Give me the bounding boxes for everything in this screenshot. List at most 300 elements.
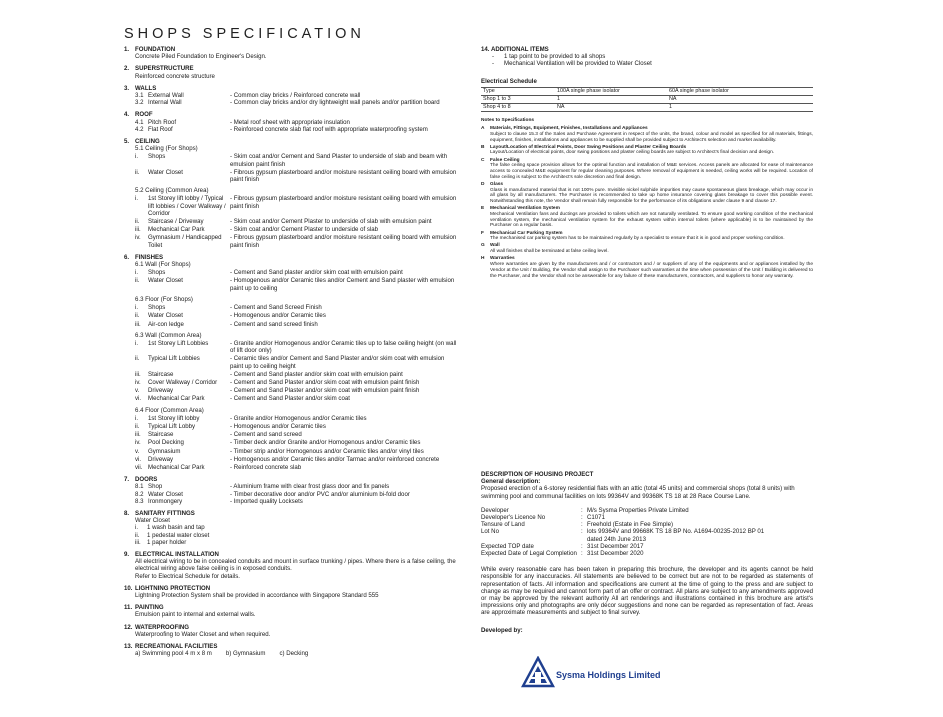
spec-row — [124, 226, 459, 233]
section-heading — [124, 510, 459, 517]
group-heading: 6.3 Wall (Common Area) — [135, 331, 202, 339]
spec-item-number: 8.2 — [135, 490, 144, 498]
spec-item-value: - Fibrous gypsum plasterboard and/or moisture resistant ceiling board with emulsion paint finish — [230, 169, 459, 183]
spec-section — [124, 138, 459, 249]
spec-row — [124, 340, 459, 354]
spec-row — [124, 169, 459, 183]
spec-item-number: ii. — [135, 218, 140, 226]
spec-item-value: - Reinforced concrete slab flat roof with appropriate waterproofing system — [230, 126, 459, 133]
spec-item-number: i. — [135, 153, 139, 161]
spec-item-value: - Granite and/or Homogenous and/or Ceramic tiles — [230, 415, 459, 422]
spec-item-label: Driveway — [148, 387, 174, 395]
spec-item-label: Staircase / Driveway — [148, 218, 204, 226]
list-text: 1 pedestal water closet — [147, 531, 210, 539]
spec-section — [124, 585, 459, 599]
section-number: 9. — [124, 550, 130, 558]
section-title: FINISHES — [135, 253, 164, 261]
spec-item-number: ii. — [135, 277, 140, 285]
section-title: DOORS — [135, 476, 158, 484]
section-text: Reinforced concrete structure — [135, 72, 215, 80]
spec-item-number: iii. — [135, 370, 141, 378]
spec-row — [124, 423, 459, 430]
spec-item-label: Gymnasium / Handicapped Toilet — [148, 234, 222, 249]
list-item — [124, 524, 459, 531]
spec-item-value: - Imported quality Locksets — [230, 498, 459, 505]
spec-item-value: - Metal roof sheet with appropriate insulation — [230, 119, 459, 126]
spec-item-number: 3.2 — [135, 99, 144, 107]
section-title: WALLS — [135, 84, 157, 92]
spec-item-label: Gymnasium — [148, 447, 181, 455]
spec-section — [124, 85, 459, 107]
spec-item-label: Mechanical Car Park — [148, 395, 205, 403]
spec-item-number: ii. — [135, 168, 140, 176]
list-text: 1 wash basin and tap — [147, 524, 205, 532]
spec-section — [124, 254, 459, 471]
section-title: ROOF — [135, 111, 153, 119]
field-separator: : — [581, 514, 583, 522]
note-title: Materials, Fittings, Equipment, Finishes, Installations and Appliances — [490, 126, 648, 132]
list-item — [481, 53, 813, 60]
spec-row — [124, 464, 459, 471]
spec-item-label: Driveway — [148, 455, 174, 463]
spec-item-value: - Cement and Sand Plaster and/or skim coat with emulsion paint finish — [230, 387, 459, 394]
note-letter: E — [481, 206, 485, 212]
spec-item-value: - Homogenous and/or Ceramic tiles — [230, 423, 459, 430]
spec-item-number: vi. — [135, 395, 142, 403]
spec-item-value: - Skim coat and/or Cement and Sand Plaster to underside of slab and beam with emulsion paint finish — [230, 153, 459, 167]
section-number: 4. — [124, 111, 130, 119]
facility-item: b) Gymnasium — [225, 650, 266, 658]
spec-item-value: - Timber strip and/or Homogenous and/or Ceramic tiles and/or vinyl tiles — [230, 448, 459, 455]
general-description-text: Proposed erection of a 6-storey residential flats with an attic (total 45 units) and commercial shops (total 8 units) with swimming pool and communal facilities on lots 99364V and 99368K TS 18 at 28 Race Course Lane. — [481, 485, 795, 500]
facility-list — [124, 650, 459, 657]
spec-row — [124, 439, 459, 446]
note-title: Mechanical Car Parking System — [490, 230, 563, 236]
note-letter: C — [481, 157, 485, 163]
spec-item-number: 4.1 — [135, 118, 144, 126]
note-title: Wall — [490, 243, 500, 249]
spec-item-number: i. — [135, 304, 139, 312]
spec-item-value: - Skim coat and/or Cement Plaster to underside of slab with emulsion paint — [230, 218, 459, 225]
spec-row — [124, 126, 459, 133]
section-text: Lightning Protection System shall be provided in accordance with Singapore Standard 555 — [135, 592, 379, 599]
specification-list — [124, 46, 459, 662]
group-heading: 5.1 Ceiling (For Shops) — [135, 145, 198, 153]
spec-item-value: - Cement and Sand Plaster and/or skim coat — [230, 395, 459, 402]
general-description-label: General description: — [481, 478, 541, 486]
table-cell: 1 — [555, 96, 667, 104]
field-row — [481, 528, 813, 542]
project-description — [481, 471, 813, 634]
field-value-line: C1071 — [587, 514, 605, 522]
spec-item-number: i. — [135, 339, 139, 347]
note-title: Mechanical Ventilation System — [490, 206, 560, 212]
table-cell: 60A single phase isolator — [667, 87, 813, 95]
table-row — [481, 96, 813, 104]
section-title: ELECTRICAL INSTALLATION — [135, 550, 219, 558]
spec-item-number: iii. — [135, 226, 141, 234]
spec-item-number: v. — [135, 447, 140, 455]
field-row — [481, 543, 813, 550]
section-heading — [124, 138, 459, 145]
list-marker: i. — [135, 524, 139, 532]
spec-item-value: - Timber decorative door and/or PVC and/or aluminium bi-fold door — [230, 491, 459, 498]
sysma-logo-icon — [521, 656, 555, 690]
note-title: Glass — [490, 181, 504, 187]
section-text: Water Closet — [135, 517, 170, 525]
spec-row — [124, 119, 459, 126]
spec-item-value: - Reinforced concrete slab — [230, 464, 459, 471]
field-value — [587, 543, 813, 550]
spec-row — [124, 234, 459, 248]
note-item — [481, 243, 813, 254]
note-item — [481, 158, 813, 181]
table-cell: Shop 1 to 3 — [481, 96, 555, 104]
spec-item-label: 1st Storey Lift Lobbies — [148, 339, 209, 347]
note-letter: F — [481, 230, 484, 236]
spec-item-value: - Homogenous and/or Ceramic tiles — [230, 312, 459, 319]
spec-item-number: ii. — [135, 422, 140, 430]
spec-item-number: vii. — [135, 463, 143, 471]
note-title: Layout/Location of Electrical Points, Door Swing Positions and Plaster Ceiling Boards — [490, 144, 687, 150]
brand-name: Sysma Holdings Limited — [556, 670, 661, 680]
note-body: Layout/Location of electrical points, door swing positions and plaster ceiling boards are subject to Architect's final decision and design. — [490, 150, 775, 156]
spec-row — [124, 483, 459, 490]
note-body: All wall finishes shall be terminated at false ceiling level. — [490, 249, 609, 255]
section-number: 1. — [124, 46, 130, 53]
spec-row — [124, 92, 459, 99]
section-heading — [124, 476, 459, 483]
spec-item-value: - Aluminium frame with clear frost glass door and fix panels — [230, 483, 459, 490]
section-number: 6. — [124, 253, 130, 261]
spec-item-number: v. — [135, 387, 140, 395]
section-title: RECREATIONAL FACILITIES — [135, 643, 218, 651]
spec-section — [124, 551, 459, 580]
spec-item-label: 1st Storey lift lobby — [148, 414, 200, 422]
spec-row — [124, 395, 459, 402]
spec-item-label: External Wall — [148, 92, 184, 100]
section-number: 7. — [124, 476, 130, 484]
spec-row — [124, 415, 459, 422]
spec-section — [124, 604, 459, 618]
field-separator: : — [581, 521, 583, 529]
field-value-line: lots 99364V and 99668K TS 18 BP No. A1694-00235-2012 BP 01 — [587, 528, 765, 536]
group-heading: 6.1 Wall (For Shops) — [135, 261, 191, 269]
spec-item-value: - Fibrous gypsum plasterboard and/or moisture resistant ceiling board with emulsion paint finish — [230, 195, 459, 217]
spec-row — [124, 379, 459, 386]
group-heading: 6.4 Floor (Common Area) — [135, 406, 204, 414]
note-letter: H — [481, 256, 485, 262]
note-body: The mechanised car parking system has to be maintained regularly by a specialist to ensure that it is in good and proper working condition. — [490, 236, 785, 242]
list-item — [124, 532, 459, 539]
spec-item-number: iii. — [135, 431, 141, 439]
spec-item-number: ii. — [135, 312, 140, 320]
table-row — [481, 87, 813, 95]
field-separator: : — [581, 550, 583, 558]
spec-item-number: i. — [135, 414, 139, 422]
spec-item-label: Water Closet — [148, 277, 183, 285]
spec-row — [124, 498, 459, 505]
section-text: Waterproofing to Water Closet and when required. — [135, 630, 271, 638]
list-text: 1 paper holder — [147, 538, 187, 546]
section-title: SUPERSTRUCTURE — [135, 65, 194, 73]
spec-row — [124, 218, 459, 225]
field-value — [587, 514, 813, 521]
spec-section — [124, 624, 459, 638]
note-body: The false ceiling space provision allows for the optimal function and installation of M&E services. Access panels are allocated for ease of maintenance access to concealed M&E equipment for regular cleaning purposes. Where removal of equipment is needed, ceiling works will be required. Location of false ceiling is subject to the Architect's sole discretion and final design. — [490, 163, 813, 180]
spec-section — [124, 643, 459, 657]
field-value — [587, 507, 813, 514]
field-value — [587, 521, 813, 528]
spec-item-value: - Fibrous gypsum plasterboard and/or moisture resistant ceiling board with emulsion paint finish — [230, 234, 459, 248]
spec-row — [124, 371, 459, 378]
section-heading — [124, 46, 459, 53]
field-separator: : — [581, 528, 583, 536]
note-body: Mechanical Ventilation fans and ductings are provided to toilets which are not naturally ventilated. To ensure good working condition of the mechanical ventilation system, the mechanical ventilation system for the exhaust system within internal toilets (where applicable) is to be maintained by the Purchaser on a regular basis. — [490, 211, 813, 229]
spec-item-label: Pool Decking — [148, 439, 184, 447]
spec-section — [124, 111, 459, 133]
table-cell: NA — [667, 96, 813, 104]
group-heading: 6.3 Floor (For Shops) — [135, 295, 193, 303]
spec-item-number: 8.3 — [135, 497, 144, 505]
field-value-line: Freehold (Estate in Fee Simple) — [587, 521, 674, 529]
spec-item-number: vi. — [135, 455, 142, 463]
spec-row — [124, 321, 459, 328]
note-item — [481, 206, 813, 229]
spec-item-value: - Granite and/or Homogenous and/or Ceramic tiles up to false ceiling height (on wall of lift door only) — [230, 340, 459, 354]
spec-item-number: i. — [135, 269, 139, 277]
spec-item-label: Shops — [148, 304, 166, 312]
spec-item-value: - Common clay bricks / Reinforced concrete wall — [230, 92, 459, 99]
note-letter: A — [481, 126, 485, 132]
facility-item: c) Decking — [279, 650, 309, 658]
spec-item-label: Internal Wall — [148, 99, 182, 107]
note-item — [481, 182, 813, 205]
spec-item-label: Typical Lift Lobbies — [148, 355, 200, 363]
field-label: Expected Date of Legal Completion — [481, 550, 577, 558]
field-label: Developer's Licence No — [481, 514, 546, 522]
spec-item-label: 1st Storey lift lobby / Typical lift lobbies / Cover Walkway / Corridor — [148, 195, 226, 217]
table-cell: 1 — [667, 104, 813, 112]
list-item — [124, 539, 459, 546]
field-value — [587, 528, 813, 542]
section-text: Refer to Electrical Schedule for details. — [135, 572, 240, 580]
section-number: 10. — [124, 584, 133, 592]
spec-row — [124, 269, 459, 276]
section-number: 12. — [124, 623, 133, 631]
field-row — [481, 521, 813, 528]
note-body: Subject to clause 15.3 of the Sales and Purchase Agreement in respect of the units, the brand, colour and model as specified for all materials, fittings, equipment, finishes, installations and appliances to be supplied shall be provided subject to Architect's selection and market availability. — [490, 131, 813, 143]
list-text: Mechanical Ventilation will be provided to Water Closet — [504, 60, 652, 68]
spec-section — [124, 65, 459, 79]
note-letter: G — [481, 243, 485, 249]
section-title: PAINTING — [135, 604, 164, 612]
note-letter: D — [481, 181, 485, 187]
spec-item-value: - Cement and sand screed finish — [230, 321, 459, 328]
spec-row — [124, 312, 459, 319]
spec-item-label: Cover Walkway / Corridor — [148, 378, 218, 386]
disclaimer-text: While every reasonable care has been taken in preparing this brochure, the developer and its agents cannot be held responsible for any inaccuracies. All statements are believed to be correct but are not to be regarded as statements of representation of facts. All information and specifications are current at the time of going to the press and are subject to change as may be required and cannot form part of an offer or contract. All plans are subject to any amendments approved or may be approved by the relevant authority All art renderings and illustrations contained in this brochure are artist's impressions only and photographs are only décor suggestions and none can be regarded as representation of fact. Areas are approximate measurements and subject to final survey. — [481, 566, 813, 617]
field-row — [481, 514, 813, 521]
spec-item-label: Ironmongery — [148, 497, 183, 505]
spec-section — [124, 46, 459, 60]
spec-item-label: Mechanical Car Park — [148, 463, 205, 471]
section-title: LIGHTNING PROTECTION — [135, 584, 211, 592]
spec-item-number: iv. — [135, 378, 141, 386]
field-value-line: 31st December 2017 — [587, 542, 644, 550]
section-number: 5. — [124, 138, 130, 146]
field-row — [481, 507, 813, 514]
spec-row — [124, 491, 459, 498]
spec-row — [124, 431, 459, 438]
field-value-line: 31st December 2020 — [587, 550, 644, 558]
section-number: 13. — [124, 643, 133, 651]
section-number: 8. — [124, 509, 130, 517]
notes-title: Notes to Specifications — [481, 118, 535, 124]
spec-item-value: - Skim coat and/or Cement Plaster to underside of slab — [230, 226, 459, 233]
spec-section — [124, 510, 459, 546]
section-title: CEILING — [135, 138, 160, 146]
spec-item-label: Staircase — [148, 431, 174, 439]
note-item — [481, 145, 813, 156]
spec-item-value: - Homogenous and/or Ceramic tiles and/or Tarmac and/or reinforced concrete — [230, 456, 459, 463]
spec-item-label: Water Closet — [148, 312, 183, 320]
note-item — [481, 231, 813, 242]
note-body: Where warranties are given by the manufacturers and / or contractors and / or suppliers of any of the equipments and or appliances installed by the Vendor at the Unit / Building, the Vendor shall assign to the Purchaser such warranties at the time when possession of the Unit / Building is delivered to the Purchaser, and the Vendor shall not be answerable for any failure of these manufacturers, contractors, and suppliers to honor any warranty. — [490, 262, 813, 279]
section-title: SANITARY FITTINGS — [135, 509, 195, 517]
field-value — [587, 550, 813, 557]
spec-item-label: Water Closet — [148, 168, 183, 176]
section-title: FOUNDATION — [135, 46, 176, 53]
spec-row — [124, 387, 459, 394]
developed-by-label: Developed by: — [481, 626, 523, 634]
table-cell: Shop 4 to 8 — [481, 104, 555, 112]
note-body: Glass is manufactured material that is not 100% pure. Invisible nickel sulphide impurities may cause spontaneous glass breakage, which may occur in all glass by all manufacturers. The Purchaser is recommended to take up home insurance covering glass breakage to cover this possible event. Notwithstanding this note, the Vendor shall remain fully responsible for the performance of its obligations under clause 9 and clause 17. — [490, 187, 813, 205]
spec-item-label: Shops — [148, 269, 166, 277]
field-row — [481, 550, 813, 557]
list-marker: iii. — [135, 538, 141, 546]
additional-items — [481, 46, 813, 68]
right-column — [481, 46, 813, 281]
spec-item-number: 3.1 — [135, 92, 144, 100]
spec-item-number: ii. — [135, 355, 140, 363]
spec-item-label: Flat Roof — [148, 125, 173, 133]
field-value-line: dated 24th June 2013 — [587, 535, 646, 543]
facility-item: a) Swimming pool 4 m x 8 m — [135, 650, 212, 658]
table-cell: Type — [481, 87, 555, 95]
spec-item-label: Shops — [148, 153, 166, 161]
bullet-dash: - — [492, 53, 495, 61]
note-title: Warranties — [490, 256, 515, 262]
field-separator: : — [581, 542, 583, 550]
spec-item-number: 8.1 — [135, 483, 144, 491]
note-title: False Ceiling — [490, 157, 520, 163]
field-label: Lot No — [481, 528, 499, 536]
spec-item-value: - Cement and Sand plaster and/or skim coat with emulsion paint — [230, 269, 459, 276]
spec-item-label: Typical Lift Lobby — [148, 422, 196, 430]
section-heading — [124, 604, 459, 611]
spec-item-number: iv. — [135, 234, 141, 242]
table-cell: 100A single phase isolator — [555, 87, 667, 95]
spec-row — [124, 304, 459, 311]
section-text: All electrical wiring to be in concealed conduits and mount in surface trunking / pipes. Where there is a false ceiling, the electrical wiring above false ceiling is in exposed conduits. — [135, 558, 456, 573]
description-title: DESCRIPTION OF HOUSING PROJECT — [481, 471, 594, 478]
section-heading: 14. ADDITIONAL ITEMS — [481, 46, 549, 53]
section-heading — [124, 624, 459, 631]
spec-item-number: 4.2 — [135, 125, 144, 133]
note-item — [481, 256, 813, 279]
section-number: 11. — [124, 604, 133, 612]
spec-item-number: iii. — [135, 320, 141, 328]
bullet-dash: - — [492, 60, 495, 68]
spec-item-value: - Cement and Sand Plaster and/or skim coat with emulsion paint finish — [230, 379, 459, 386]
field-label: Expected TOP date — [481, 542, 534, 550]
spec-item-value: - Ceramic tiles and/or Cement and Sand Plaster and/or skim coat with emulsion paint up to ceiling height — [230, 355, 459, 369]
section-heading — [124, 254, 459, 261]
section-text: Emulsion paint to internal and external walls. — [135, 611, 256, 619]
spec-item-value: - Cement and Sand plaster and/or skim coat with emulsion paint — [230, 371, 459, 378]
section-heading — [124, 85, 459, 92]
spec-item-label: Shop — [148, 483, 163, 491]
spec-section — [124, 476, 459, 505]
notes-to-specifications — [481, 118, 813, 279]
spec-row — [124, 355, 459, 369]
field-separator: : — [581, 506, 583, 514]
note-letter: B — [481, 144, 485, 150]
spec-item-label: Pitch Roof — [148, 118, 177, 126]
note-item — [481, 126, 813, 143]
spec-row — [124, 153, 459, 167]
spec-item-label: Water Closet — [148, 490, 183, 498]
spec-row — [124, 448, 459, 455]
spec-item-label: Mechanical Car Park — [148, 226, 205, 234]
spec-item-value: - Homogenous and/or Ceramic tiles and/or Cement and Sand plaster with emulsion paint up to ceiling — [230, 277, 459, 291]
section-title: WATERPROOFING — [135, 623, 190, 631]
spec-row — [124, 277, 459, 291]
table-row — [481, 104, 813, 112]
spec-row — [124, 195, 459, 217]
field-label: Developer — [481, 506, 509, 514]
group-heading: 5.2 Ceiling (Common Area) — [135, 187, 209, 195]
page-title: SHOPS SPECIFICATION — [124, 26, 365, 42]
spec-row — [124, 99, 459, 106]
table-cell: NA — [555, 104, 667, 112]
spec-item-value: - Cement and sand screed — [230, 431, 459, 438]
section-heading — [124, 585, 459, 592]
spec-item-label: Staircase — [148, 370, 174, 378]
list-item — [481, 60, 813, 67]
spec-item-value: - Timber deck and/or Granite and/or Homogenous and/or Ceramic tiles — [230, 439, 459, 446]
spec-row — [124, 456, 459, 463]
spec-item-value: - Cement and Sand Screed Finish — [230, 304, 459, 311]
spec-item-number: i. — [135, 195, 139, 203]
electrical-schedule-title: Electrical Schedule — [481, 77, 537, 85]
spec-item-label: Air-con ledge — [148, 320, 184, 328]
section-text: Concrete Piled Foundation to Engineer's Design. — [135, 53, 267, 61]
spec-item-number: iv. — [135, 439, 141, 447]
list-text: 1 tap point to be provided to all shops — [504, 53, 606, 61]
section-number: 2. — [124, 65, 130, 73]
section-heading — [124, 65, 459, 72]
section-number: 3. — [124, 84, 130, 92]
section-heading — [124, 643, 459, 650]
field-label: Tensure of Land — [481, 521, 525, 529]
section-heading — [124, 551, 459, 558]
electrical-schedule-table — [481, 87, 813, 113]
section-heading — [124, 111, 459, 118]
field-value-line: M/s Sysma Properties Private Limited — [587, 506, 689, 514]
spec-item-value: - Common clay bricks and/or dry lightweight wall panels and/or partition board — [230, 99, 459, 106]
